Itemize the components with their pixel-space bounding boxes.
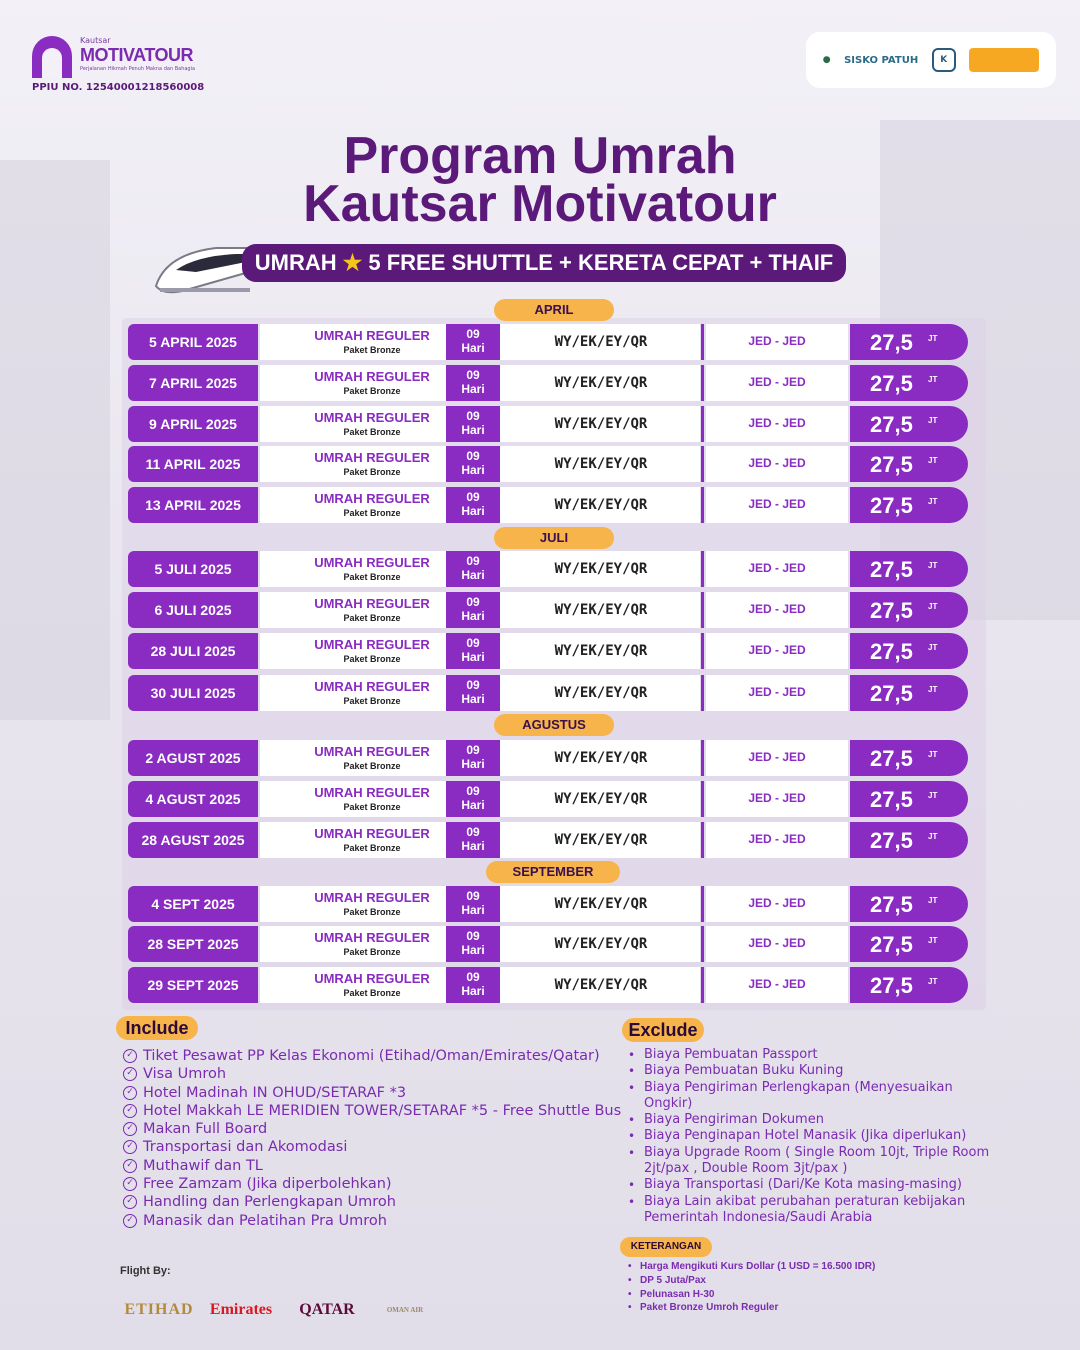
include-list xyxy=(122,1047,622,1230)
subtitle-banner xyxy=(242,244,846,282)
departure-date: 28 AGUST 2025 xyxy=(128,822,258,858)
brand-logo[interactable] xyxy=(32,30,195,78)
route: JED - JED xyxy=(706,446,848,482)
package-tier: Paket Bronze xyxy=(343,345,401,355)
price-value: 27,5 xyxy=(870,598,913,623)
route: JED - JED xyxy=(706,324,848,360)
duration-label: Hari xyxy=(461,692,485,706)
brand-name: MOTIVATOUR xyxy=(80,45,193,65)
price-cell xyxy=(850,967,968,1003)
column-divider xyxy=(701,592,704,628)
duration-label: Hari xyxy=(461,839,485,853)
duration-cell xyxy=(446,406,500,442)
departure-date: 2 AGUST 2025 xyxy=(128,740,258,776)
duration-cell xyxy=(446,740,500,776)
duration-label: Hari xyxy=(461,650,485,664)
oman-air-logo: OMAN AIR xyxy=(386,1306,424,1314)
duration-number: 09 xyxy=(466,490,480,504)
logo-icon xyxy=(32,30,72,78)
duration-cell xyxy=(446,781,500,817)
duration-label: Hari xyxy=(461,568,485,582)
price-unit: JT xyxy=(928,334,938,343)
price-cell xyxy=(850,740,968,776)
duration-label: Hari xyxy=(461,757,485,771)
duration-label: Hari xyxy=(461,341,485,355)
duration-cell xyxy=(446,365,500,401)
price-unit: JT xyxy=(928,750,938,759)
price-value: 27,5 xyxy=(870,371,913,396)
duration-number: 09 xyxy=(466,636,480,650)
schedule-row[interactable] xyxy=(128,406,968,442)
include-item: ✓ Hotel Makkah LE MERIDIEN TOWER/SETARAF *5 - Free Shuttle Bus xyxy=(122,1102,622,1120)
price-value: 27,5 xyxy=(870,932,913,957)
price-unit: JT xyxy=(928,456,938,465)
page-title xyxy=(0,127,1080,233)
price-cell xyxy=(850,365,968,401)
duration-cell xyxy=(446,324,500,360)
price-cell xyxy=(850,781,968,817)
route: JED - JED xyxy=(706,633,848,669)
duration-cell xyxy=(446,967,500,1003)
schedule-row[interactable] xyxy=(128,926,968,962)
package-name: UMRAH REGULER xyxy=(314,785,430,800)
departure-date: 28 SEPT 2025 xyxy=(128,926,258,962)
qatar-logo: QATAR xyxy=(299,1301,355,1318)
duration-label: Hari xyxy=(461,423,485,437)
route: JED - JED xyxy=(706,406,848,442)
include-item: ✓ Transportasi dan Akomodasi xyxy=(122,1138,622,1156)
kemenag-logo-icon: ● xyxy=(822,55,831,65)
price-cell xyxy=(850,324,968,360)
package-tier: Paket Bronze xyxy=(343,508,401,518)
price-value: 27,5 xyxy=(870,330,913,355)
price-unit: JT xyxy=(928,977,938,986)
keterangan-item: • Pelunasan H-30 xyxy=(628,1288,875,1302)
package-tier: Paket Bronze xyxy=(343,843,401,853)
price-value: 27,5 xyxy=(870,452,913,477)
duration-label: Hari xyxy=(461,903,485,917)
price-unit: JT xyxy=(928,643,938,652)
column-divider xyxy=(701,406,704,442)
price-cell xyxy=(850,487,968,523)
price-unit: JT xyxy=(928,936,938,945)
sisko-patuh-badge: SISKO PATUH xyxy=(844,54,919,66)
airline-codes: WY/EK/EY/QR xyxy=(502,926,700,962)
brand-small: Kautsar xyxy=(80,36,111,45)
departure-date: 30 JULI 2025 xyxy=(128,675,258,711)
price-cell xyxy=(850,675,968,711)
route: JED - JED xyxy=(706,926,848,962)
route: JED - JED xyxy=(706,822,848,858)
package-tier: Paket Bronze xyxy=(343,654,401,664)
k-logo-icon: K xyxy=(932,48,956,72)
route: JED - JED xyxy=(706,967,848,1003)
duration-cell xyxy=(446,592,500,628)
package-name: UMRAH REGULER xyxy=(314,491,430,506)
package-tier: Paket Bronze xyxy=(343,572,401,582)
schedule-row[interactable] xyxy=(128,740,968,776)
etihad-logo: ETIHAD xyxy=(124,1301,194,1318)
title-line-1: Program Umrah xyxy=(343,127,737,185)
departure-date: 6 JULI 2025 xyxy=(128,592,258,628)
price-value: 27,5 xyxy=(870,557,913,582)
month-header: AGUSTUS xyxy=(494,714,614,736)
route: JED - JED xyxy=(706,781,848,817)
exclude-item: • Biaya Lain akibat perubahan peraturan kebijakan Pemerintah Indonesia/Saudi Arabia xyxy=(628,1194,998,1227)
column-divider xyxy=(701,926,704,962)
subtitle-left: UMRAH xyxy=(254,250,337,275)
schedule-row[interactable] xyxy=(128,446,968,482)
price-cell xyxy=(850,926,968,962)
include-item: ✓ Visa Umroh xyxy=(122,1065,622,1083)
package-tier: Paket Bronze xyxy=(343,761,401,771)
keterangan-item: • Harga Mengikuti Kurs Dollar (1 USD = 16.500 IDR) xyxy=(628,1260,875,1274)
keterangan-list xyxy=(628,1260,875,1315)
departure-date: 13 APRIL 2025 xyxy=(128,487,258,523)
route: JED - JED xyxy=(706,592,848,628)
column-divider xyxy=(701,886,704,922)
duration-label: Hari xyxy=(461,943,485,957)
include-item: ✓ Manasik dan Pelatihan Pra Umroh xyxy=(122,1212,622,1230)
exclude-item: • Biaya Pembuatan Passport xyxy=(628,1047,998,1063)
exclude-list xyxy=(628,1047,998,1226)
route: JED - JED xyxy=(706,740,848,776)
star-icon: ★ xyxy=(342,250,363,275)
route: JED - JED xyxy=(706,365,848,401)
schedule-row[interactable] xyxy=(128,822,968,858)
price-cell xyxy=(850,551,968,587)
price-unit: JT xyxy=(928,832,938,841)
package-name: UMRAH REGULER xyxy=(314,971,430,986)
column-divider xyxy=(701,324,704,360)
duration-number: 09 xyxy=(466,784,480,798)
airline-codes: WY/EK/EY/QR xyxy=(502,740,700,776)
month-header: JULI xyxy=(494,527,614,549)
duration-cell xyxy=(446,886,500,922)
duration-label: Hari xyxy=(461,798,485,812)
duration-label: Hari xyxy=(461,382,485,396)
price-value: 27,5 xyxy=(870,892,913,917)
duration-number: 09 xyxy=(466,409,480,423)
include-item: ✓ Makan Full Board xyxy=(122,1120,622,1138)
package-tier: Paket Bronze xyxy=(343,613,401,623)
schedule-row[interactable] xyxy=(128,886,968,922)
duration-cell xyxy=(446,446,500,482)
duration-cell xyxy=(446,487,500,523)
exclude-item: • Biaya Upgrade Room ( Single Room 10jt, Triple Room 2jt/pax , Double Room 3jt/pax ) xyxy=(628,1145,998,1178)
price-cell xyxy=(850,406,968,442)
column-divider xyxy=(701,365,704,401)
column-divider xyxy=(701,446,704,482)
price-value: 27,5 xyxy=(870,493,913,518)
column-divider xyxy=(701,487,704,523)
duration-number: 09 xyxy=(466,449,480,463)
month-header: APRIL xyxy=(494,299,614,321)
include-item: ✓ Tiket Pesawat PP Kelas Ekonomi (Etihad/Oman/Emirates/Qatar) xyxy=(122,1047,622,1065)
price-unit: JT xyxy=(928,416,938,425)
schedule-row[interactable] xyxy=(128,551,968,587)
price-unit: JT xyxy=(928,602,938,611)
duration-number: 09 xyxy=(466,678,480,692)
airline-codes: WY/EK/EY/QR xyxy=(502,967,700,1003)
include-item: ✓ Handling dan Perlengkapan Umroh xyxy=(122,1193,622,1211)
airline-codes: WY/EK/EY/QR xyxy=(502,633,700,669)
airline-codes: WY/EK/EY/QR xyxy=(502,446,700,482)
subtitle-right: 5 FREE SHUTTLE + KERETA CEPAT + THAIF xyxy=(368,250,834,275)
column-divider xyxy=(701,675,704,711)
departure-date: 9 APRIL 2025 xyxy=(128,406,258,442)
duration-number: 09 xyxy=(466,889,480,903)
price-value: 27,5 xyxy=(870,828,913,853)
exclude-item: • Biaya Pengiriman Perlengkapan (Menyesuaikan Ongkir) xyxy=(628,1080,998,1113)
price-unit: JT xyxy=(928,685,938,694)
package-name: UMRAH REGULER xyxy=(314,555,430,570)
schedule-row[interactable] xyxy=(128,365,968,401)
departure-date: 28 JULI 2025 xyxy=(128,633,258,669)
package-tier: Paket Bronze xyxy=(343,947,401,957)
duration-label: Hari xyxy=(461,984,485,998)
duration-number: 09 xyxy=(466,825,480,839)
package-name: UMRAH REGULER xyxy=(314,890,430,905)
title-line-2: Kautsar Motivatour xyxy=(303,175,777,233)
duration-number: 09 xyxy=(466,743,480,757)
background-tower xyxy=(0,160,110,720)
price-cell xyxy=(850,886,968,922)
package-name: UMRAH REGULER xyxy=(314,637,430,652)
package-name: UMRAH REGULER xyxy=(314,596,430,611)
emirates-logo: Emirates xyxy=(209,1301,273,1318)
duration-number: 09 xyxy=(466,970,480,984)
exclude-item: • Biaya Pengiriman Dokumen xyxy=(628,1112,998,1128)
duration-number: 09 xyxy=(466,929,480,943)
package-tier: Paket Bronze xyxy=(343,427,401,437)
include-item: ✓ Muthawif dan TL xyxy=(122,1157,622,1175)
package-tier: Paket Bronze xyxy=(343,467,401,477)
price-value: 27,5 xyxy=(870,412,913,437)
schedule-row[interactable] xyxy=(128,487,968,523)
airline-logos xyxy=(120,1288,440,1332)
airline-codes: WY/EK/EY/QR xyxy=(502,781,700,817)
departure-date: 29 SEPT 2025 xyxy=(128,967,258,1003)
schedule-row[interactable] xyxy=(128,633,968,669)
schedule-row[interactable] xyxy=(128,967,968,1003)
price-cell xyxy=(850,446,968,482)
duration-number: 09 xyxy=(466,327,480,341)
column-divider xyxy=(701,822,704,858)
schedule-row[interactable] xyxy=(128,592,968,628)
airline-codes: WY/EK/EY/QR xyxy=(502,886,700,922)
partner-badge-icon xyxy=(969,48,1039,72)
package-name: UMRAH REGULER xyxy=(314,410,430,425)
package-tier: Paket Bronze xyxy=(343,988,401,998)
airline-codes: WY/EK/EY/QR xyxy=(502,592,700,628)
exclude-item: • Biaya Penginapan Hotel Manasik (Jika diperlukan) xyxy=(628,1128,998,1144)
certification-badges xyxy=(806,32,1056,88)
package-name: UMRAH REGULER xyxy=(314,450,430,465)
departure-date: 11 APRIL 2025 xyxy=(128,446,258,482)
column-divider xyxy=(701,967,704,1003)
package-tier: Paket Bronze xyxy=(343,802,401,812)
airline-codes: WY/EK/EY/QR xyxy=(502,551,700,587)
schedule-row[interactable] xyxy=(128,324,968,360)
column-divider xyxy=(701,633,704,669)
price-cell xyxy=(850,822,968,858)
schedule-row[interactable] xyxy=(128,781,968,817)
price-value: 27,5 xyxy=(870,746,913,771)
package-tier: Paket Bronze xyxy=(343,696,401,706)
price-value: 27,5 xyxy=(870,681,913,706)
route: JED - JED xyxy=(706,551,848,587)
airline-codes: WY/EK/EY/QR xyxy=(502,324,700,360)
price-unit: JT xyxy=(928,896,938,905)
package-name: UMRAH REGULER xyxy=(314,826,430,841)
package-name: UMRAH REGULER xyxy=(314,744,430,759)
duration-cell xyxy=(446,633,500,669)
duration-number: 09 xyxy=(466,595,480,609)
package-tier: Paket Bronze xyxy=(343,907,401,917)
departure-date: 5 APRIL 2025 xyxy=(128,324,258,360)
package-name: UMRAH REGULER xyxy=(314,328,430,343)
package-name: UMRAH REGULER xyxy=(314,930,430,945)
include-tag: Include xyxy=(116,1016,198,1040)
exclude-item: • Biaya Transportasi (Dari/Ke Kota masing-masing) xyxy=(628,1177,998,1193)
price-value: 27,5 xyxy=(870,787,913,812)
package-name: UMRAH REGULER xyxy=(314,679,430,694)
duration-cell xyxy=(446,675,500,711)
airline-codes: WY/EK/EY/QR xyxy=(502,365,700,401)
duration-label: Hari xyxy=(461,504,485,518)
airline-codes: WY/EK/EY/QR xyxy=(502,487,700,523)
departure-date: 4 SEPT 2025 xyxy=(128,886,258,922)
route: JED - JED xyxy=(706,886,848,922)
duration-number: 09 xyxy=(466,368,480,382)
package-tier: Paket Bronze xyxy=(343,386,401,396)
column-divider xyxy=(701,740,704,776)
airline-codes: WY/EK/EY/QR xyxy=(502,675,700,711)
price-value: 27,5 xyxy=(870,639,913,664)
price-unit: JT xyxy=(928,375,938,384)
departure-date: 5 JULI 2025 xyxy=(128,551,258,587)
duration-cell xyxy=(446,926,500,962)
price-unit: JT xyxy=(928,561,938,570)
price-unit: JT xyxy=(928,497,938,506)
duration-label: Hari xyxy=(461,609,485,623)
duration-cell xyxy=(446,551,500,587)
airline-codes: WY/EK/EY/QR xyxy=(502,406,700,442)
price-value: 27,5 xyxy=(870,973,913,998)
price-cell xyxy=(850,592,968,628)
package-name: UMRAH REGULER xyxy=(314,369,430,384)
column-divider xyxy=(701,551,704,587)
brand-tagline: Perjalanan Hikmah Penuh Makna dan Bahagia xyxy=(80,66,196,72)
exclude-item: • Biaya Pembuatan Buku Kuning xyxy=(628,1063,998,1079)
duration-cell xyxy=(446,822,500,858)
keterangan-item: • DP 5 Juta/Pax xyxy=(628,1274,875,1288)
schedule-row[interactable] xyxy=(128,675,968,711)
duration-label: Hari xyxy=(461,463,485,477)
price-unit: JT xyxy=(928,791,938,800)
exclude-tag: Exclude xyxy=(622,1018,704,1042)
route: JED - JED xyxy=(706,487,848,523)
route: JED - JED xyxy=(706,675,848,711)
duration-number: 09 xyxy=(466,554,480,568)
include-item: ✓ Hotel Madinah IN OHUD/SETARAF *3 xyxy=(122,1084,622,1102)
flight-by-label: Flight By: xyxy=(120,1265,171,1277)
airline-codes: WY/EK/EY/QR xyxy=(502,822,700,858)
column-divider xyxy=(701,781,704,817)
departure-date: 7 APRIL 2025 xyxy=(128,365,258,401)
month-header: SEPTEMBER xyxy=(486,861,620,883)
keterangan-tag: KETERANGAN xyxy=(620,1237,712,1257)
ppiu-number: PPIU NO. 1254000121856000​8 xyxy=(32,82,205,93)
keterangan-item: • Paket Bronze Umroh Reguler xyxy=(628,1301,875,1315)
price-cell xyxy=(850,633,968,669)
include-item: ✓ Free Zamzam (Jika diperbolehkan) xyxy=(122,1175,622,1193)
departure-date: 4 AGUST 2025 xyxy=(128,781,258,817)
